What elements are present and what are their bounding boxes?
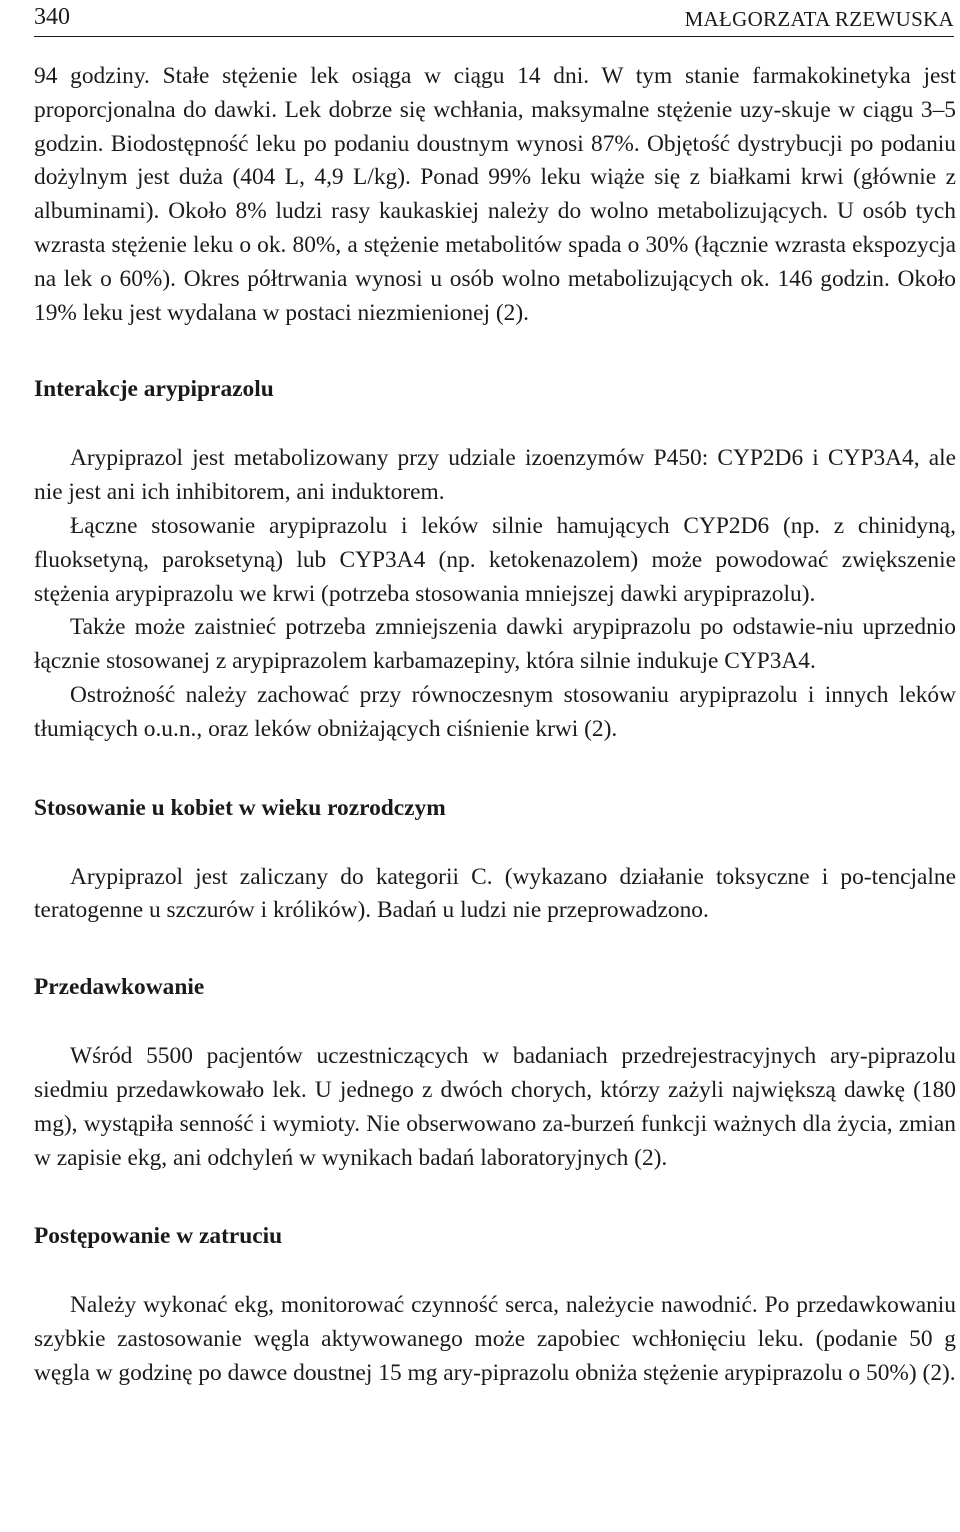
running-head: MAŁGORZATA RZEWUSKA: [684, 7, 954, 31]
paragraph: Łączne stosowanie arypiprazolu i leków silnie hamujących CYP2D6 (np. z chinidyną, fluoksetyną, paroksetyną) lub CYP3A4 (np. ketokenazolem) może powodować zwiększenie stężenia arypiprazolu we krwi (potrzeba stosowania mniejszej dawki arypiprazolu).: [34, 512, 956, 607]
page-body: [34, 60, 956, 1391]
intro-paragraph: 94 godziny. Stałe stężenie lek osiąga w ciągu 14 dni. W tym stanie farmakokinetyka jest proporcjonalna do dawki. Lek dobrze się wchłania, maksymalne stężenie uzy-skuje w ciągu 3–5 godzin. Biodostępność leku po podaniu doustnym wynosi 87%. Objętość dystrybucji po podaniu dożylnym jest duża (404 L, 4,9 L/kg). Ponad 99% leku wiąże się z białkami krwi (głównie z albuminami). Około 8% ludzi rasy kaukaskiej należy do wolno metabolizujących. U osób tych wzrasta stężenie leku o ok. 80%, a stężenie metabolitów spada o 30% (łącznie wzrasta ekspozycja na lek o 60%). Okres półtrwania wynosi u osób wolno metabolizujących ok. 146 godzin. Około 19% leku jest wydalana w postaci niezmienionej (2).: [34, 63, 956, 326]
paragraph: Należy wykonać ekg, monitorować czynność serca, należycie nawodnić. Po przedawkowaniu szybkie zastosowanie węgla aktywowanego może zapobiec wchłonięciu leku. (podanie 50 g węgla w godzinę po dawce doustnej 15 mg ary-piprazolu obniża stężenie arypiprazolu o 50%) (2).: [34, 1292, 956, 1386]
section-interakcje: [34, 374, 956, 746]
heading-zatrucie: Postępowanie w zatruciu: [34, 1223, 283, 1250]
heading-kobiety: Stosowanie u kobiet w wieku rozrodczym: [34, 794, 446, 821]
paragraph: Także może zaistnieć potrzeba zmniejszenia dawki arypiprazolu po odstawie-niu uprzednio łącznie stosowanej z arypiprazolem karbamazepiny, która silnie indukuje CYP3A4.: [34, 614, 956, 675]
section-zatrucie: [34, 1221, 956, 1390]
heading-interakcje: Interakcje arypiprazolu: [34, 376, 274, 403]
heading-przedawkowanie: Przedawkowanie: [34, 974, 205, 1001]
section-kobiety: [34, 793, 956, 929]
section-przedawkowanie: [34, 972, 956, 1175]
page-number: 340: [34, 4, 70, 30]
page-header: [34, 0, 954, 37]
paragraph: Ostrożność należy zachować przy równoczesnym stosowaniu arypiprazolu i innych leków tłumiących o.u.n., oraz leków obniżających ciśnienie krwi (2).: [34, 681, 956, 742]
paragraph: Arypiprazol jest zaliczany do kategorii C. (wykazano działanie toksyczne i po-tencjalne teratogenne u szczurów i królików). Badań u ludzi nie przeprowadzono.: [34, 863, 956, 924]
paragraph: Wśród 5500 pacjentów uczestniczących w badaniach przedrejestracyjnych ary-piprazolu siedmiu przedawkowało lek. U jednego z dwóch chorych, którzy zażyli największą dawkę (180 mg), wystąpiła senność i wymioty. Nie obserwowano za-burzeń funkcji ważnych dla życia, zmian w zapisie ekg, ani odchyleń w wynikach badań laboratoryjnych (2).: [34, 1043, 956, 1171]
paragraph: Arypiprazol jest metabolizowany przy udziale izoenzymów P450: CYP2D6 i CYP3A4, ale nie jest ani ich inhibitorem, ani induktorem.: [34, 445, 956, 506]
